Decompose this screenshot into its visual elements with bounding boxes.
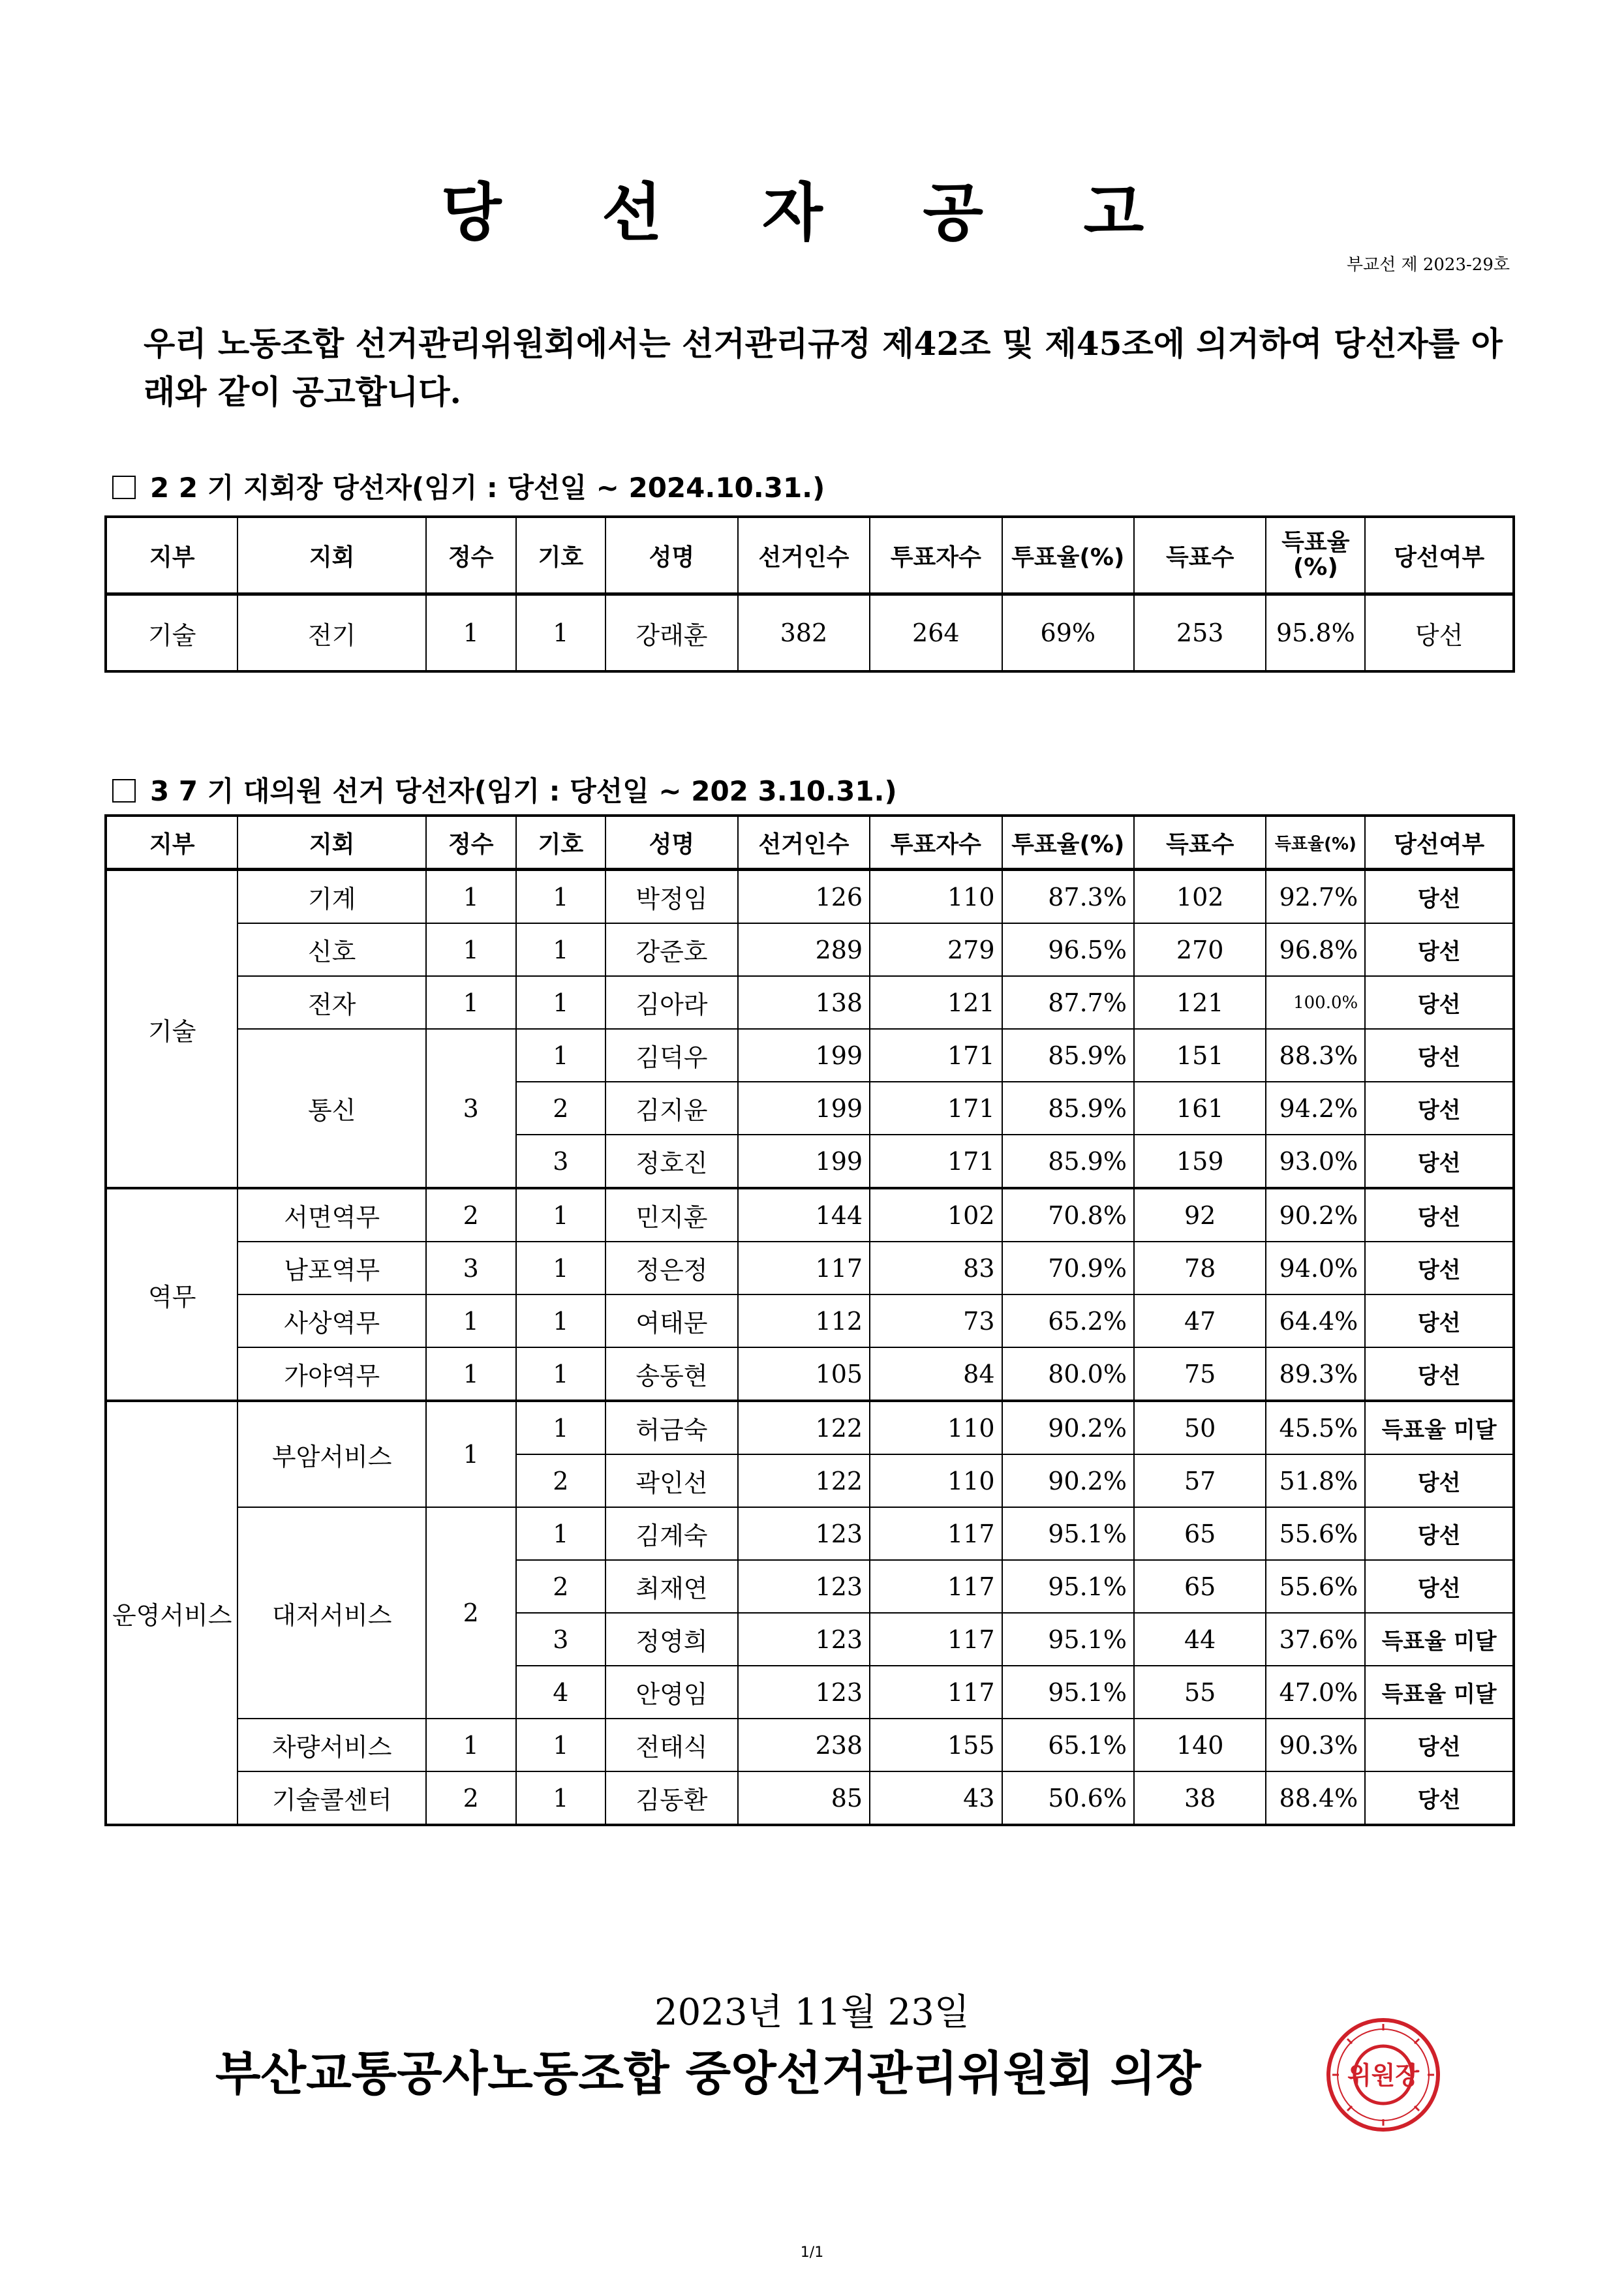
header-vote-share: 득표율(%) — [1266, 816, 1365, 870]
cell-voters: 264 — [870, 594, 1002, 672]
cell-electorate: 123 — [738, 1560, 870, 1613]
cell-name: 곽인선 — [605, 1454, 737, 1507]
official-seal-icon — [1325, 2016, 1442, 2134]
announcement-date: 2023년 11월 23일 — [654, 1991, 970, 2034]
cell-vote-share: 47.0% — [1266, 1666, 1365, 1719]
seal-text: 위원장 — [1347, 2061, 1420, 2090]
cell-vote-share: 96.8% — [1266, 923, 1365, 976]
intro-paragraph: 우리 노동조합 선거관리위원회에서는 선거관리규정 제42조 및 제45조에 의거하여 당선자를 아래와 같이 공고합니다. — [144, 324, 1503, 411]
cell-votes: 38 — [1134, 1771, 1266, 1825]
cell-voters: 110 — [870, 1454, 1002, 1507]
header-voters: 투표자수 — [870, 816, 1002, 870]
cell-name: 김아라 — [605, 976, 737, 1029]
section1-heading-text: 2 2 기 지회장 당선자(임기 : 당선일 ~ 2024.10.31.) — [150, 472, 825, 504]
header-votes: 득표수 — [1134, 517, 1266, 594]
cell-vote-share: 90.2% — [1266, 1188, 1365, 1242]
cell-name: 정은정 — [605, 1242, 737, 1294]
cell-chapter: 통신 — [237, 1029, 425, 1188]
cell-electorate: 138 — [738, 976, 870, 1029]
cell-ballot-no: 1 — [516, 1294, 606, 1347]
cell-vote-share: 88.3% — [1266, 1029, 1365, 1082]
cell-electorate: 199 — [738, 1029, 870, 1082]
cell-electorate: 199 — [738, 1082, 870, 1135]
header-electorate: 선거인수 — [738, 517, 870, 594]
cell-votes: 121 — [1134, 976, 1266, 1029]
cell-quota: 2 — [426, 1507, 516, 1719]
cell-electorate: 85 — [738, 1771, 870, 1825]
section2-heading — [112, 770, 897, 809]
cell-quota: 1 — [426, 1719, 516, 1771]
cell-chapter: 신호 — [237, 923, 425, 976]
cell-voters: 279 — [870, 923, 1002, 976]
cell-ballot-no: 1 — [516, 1029, 606, 1082]
cell-name: 박정임 — [605, 870, 737, 924]
cell-result: 득표율 미달 — [1365, 1401, 1514, 1454]
cell-votes: 57 — [1134, 1454, 1266, 1507]
cell-turnout: 70.8% — [1002, 1188, 1134, 1242]
cell-ballot-no: 1 — [516, 1507, 606, 1560]
cell-vote-share: 55.6% — [1266, 1560, 1365, 1613]
cell-result: 당선 — [1365, 1454, 1514, 1507]
section2-heading-text: 3 7 기 대의원 선거 당선자(임기 : 당선일 ~ 202 3.10.31.) — [150, 775, 897, 807]
cell-name: 최재연 — [605, 1560, 737, 1613]
cell-branch: 기술 — [106, 594, 237, 672]
cell-result: 당선 — [1365, 1771, 1514, 1825]
cell-name: 정영희 — [605, 1613, 737, 1666]
cell-turnout: 87.7% — [1002, 976, 1134, 1029]
cell-voters: 102 — [870, 1188, 1002, 1242]
checkbox-square-icon — [112, 779, 136, 803]
cell-ballot-no: 1 — [516, 1242, 606, 1294]
cell-result: 당선 — [1365, 1719, 1514, 1771]
cell-voters: 117 — [870, 1507, 1002, 1560]
cell-vote-share: 94.0% — [1266, 1242, 1365, 1294]
cell-quota: 1 — [426, 976, 516, 1029]
cell-result: 당선 — [1365, 1082, 1514, 1135]
cell-voters: 171 — [870, 1135, 1002, 1188]
cell-chapter: 전기 — [237, 594, 425, 672]
cell-name: 김계숙 — [605, 1507, 737, 1560]
cell-vote-share: 64.4% — [1266, 1294, 1365, 1347]
header-chapter: 지회 — [237, 517, 425, 594]
cell-electorate: 122 — [738, 1454, 870, 1507]
cell-quota: 1 — [426, 594, 516, 672]
cell-turnout: 85.9% — [1002, 1029, 1134, 1082]
cell-name: 송동현 — [605, 1347, 737, 1401]
cell-vote-share: 100.0% — [1266, 976, 1365, 1029]
header-electorate: 선거인수 — [738, 816, 870, 870]
document-number: 부교선 제 2023-29호 — [1346, 255, 1510, 275]
cell-ballot-no: 1 — [516, 1188, 606, 1242]
table-row — [106, 1029, 1514, 1082]
delegate-table — [104, 814, 1515, 1826]
cell-ballot-no: 1 — [516, 870, 606, 924]
cell-votes: 140 — [1134, 1719, 1266, 1771]
cell-vote-share: 37.6% — [1266, 1613, 1365, 1666]
cell-vote-share: 94.2% — [1266, 1082, 1365, 1135]
cell-turnout: 95.1% — [1002, 1666, 1134, 1719]
cell-result: 당선 — [1365, 1135, 1514, 1188]
cell-name: 전태식 — [605, 1719, 737, 1771]
cell-voters: 83 — [870, 1242, 1002, 1294]
cell-quota: 1 — [426, 870, 516, 924]
cell-result: 당선 — [1365, 976, 1514, 1029]
cell-turnout: 65.1% — [1002, 1719, 1134, 1771]
cell-vote-share: 95.8% — [1266, 594, 1365, 672]
branch-chief-table — [104, 515, 1515, 673]
cell-voters: 171 — [870, 1029, 1002, 1082]
cell-electorate: 144 — [738, 1188, 870, 1242]
cell-turnout: 95.1% — [1002, 1560, 1134, 1613]
header-chapter: 지회 — [237, 816, 425, 870]
cell-votes: 102 — [1134, 870, 1266, 924]
cell-result: 당선 — [1365, 1029, 1514, 1082]
cell-votes: 75 — [1134, 1347, 1266, 1401]
cell-quota: 2 — [426, 1771, 516, 1825]
header-branch: 지부 — [106, 816, 237, 870]
cell-turnout: 90.2% — [1002, 1401, 1134, 1454]
cell-quota: 3 — [426, 1029, 516, 1188]
cell-voters: 117 — [870, 1560, 1002, 1613]
table-row — [106, 1347, 1514, 1401]
page-title: 당 선 자 공 고 — [440, 176, 1184, 249]
cell-votes: 47 — [1134, 1294, 1266, 1347]
cell-name: 강준호 — [605, 923, 737, 976]
cell-turnout: 69% — [1002, 594, 1134, 672]
cell-quota: 2 — [426, 1188, 516, 1242]
cell-name: 허금숙 — [605, 1401, 737, 1454]
header-voters: 투표자수 — [870, 517, 1002, 594]
cell-votes: 161 — [1134, 1082, 1266, 1135]
cell-name: 김지윤 — [605, 1082, 737, 1135]
cell-turnout: 65.2% — [1002, 1294, 1134, 1347]
cell-quota: 1 — [426, 1401, 516, 1507]
cell-name: 강래훈 — [605, 594, 737, 672]
table-row — [106, 1507, 1514, 1560]
cell-turnout: 85.9% — [1002, 1082, 1134, 1135]
table-row — [106, 976, 1514, 1029]
cell-voters: 121 — [870, 976, 1002, 1029]
cell-turnout: 87.3% — [1002, 870, 1134, 924]
header-result: 당선여부 — [1365, 816, 1514, 870]
table-row — [106, 923, 1514, 976]
cell-name: 김동환 — [605, 1771, 737, 1825]
cell-quota: 1 — [426, 1294, 516, 1347]
cell-votes: 78 — [1134, 1242, 1266, 1294]
table-row — [106, 594, 1514, 672]
cell-votes: 65 — [1134, 1560, 1266, 1613]
cell-electorate: 199 — [738, 1135, 870, 1188]
table-row — [106, 1242, 1514, 1294]
cell-chapter: 가야역무 — [237, 1347, 425, 1401]
cell-name: 민지훈 — [605, 1188, 737, 1242]
cell-turnout: 95.1% — [1002, 1507, 1134, 1560]
cell-votes: 151 — [1134, 1029, 1266, 1082]
cell-ballot-no: 1 — [516, 923, 606, 976]
cell-result: 득표율 미달 — [1365, 1613, 1514, 1666]
cell-result: 당선 — [1365, 1507, 1514, 1560]
cell-vote-share: 90.3% — [1266, 1719, 1365, 1771]
cell-electorate: 289 — [738, 923, 870, 976]
cell-ballot-no: 1 — [516, 1771, 606, 1825]
cell-quota: 1 — [426, 923, 516, 976]
header-votes: 득표수 — [1134, 816, 1266, 870]
cell-turnout: 50.6% — [1002, 1771, 1134, 1825]
cell-turnout: 85.9% — [1002, 1135, 1134, 1188]
cell-branch: 기술 — [106, 870, 237, 1189]
cell-votes: 44 — [1134, 1613, 1266, 1666]
cell-branch: 운영서비스 — [106, 1401, 237, 1825]
cell-result: 당선 — [1365, 1242, 1514, 1294]
cell-name: 김덕우 — [605, 1029, 737, 1082]
cell-electorate: 123 — [738, 1666, 870, 1719]
table-row — [106, 1294, 1514, 1347]
cell-voters: 171 — [870, 1082, 1002, 1135]
cell-electorate: 123 — [738, 1613, 870, 1666]
cell-ballot-no: 1 — [516, 1719, 606, 1771]
cell-voters: 110 — [870, 1401, 1002, 1454]
cell-chapter: 부암서비스 — [237, 1401, 425, 1507]
cell-result: 당선 — [1365, 923, 1514, 976]
table-row — [106, 1188, 1514, 1242]
cell-name: 정호진 — [605, 1135, 737, 1188]
cell-chapter: 남포역무 — [237, 1242, 425, 1294]
cell-ballot-no: 2 — [516, 1082, 606, 1135]
cell-ballot-no: 2 — [516, 1560, 606, 1613]
cell-ballot-no: 1 — [516, 976, 606, 1029]
cell-result: 당선 — [1365, 1347, 1514, 1401]
header-ballot-no: 기호 — [516, 517, 606, 594]
cell-chapter: 차량서비스 — [237, 1719, 425, 1771]
cell-chapter: 대저서비스 — [237, 1507, 425, 1719]
table-row — [106, 1401, 1514, 1454]
cell-electorate: 238 — [738, 1719, 870, 1771]
cell-vote-share: 88.4% — [1266, 1771, 1365, 1825]
cell-quota: 3 — [426, 1242, 516, 1294]
cell-vote-share: 55.6% — [1266, 1507, 1365, 1560]
table-row — [106, 1719, 1514, 1771]
cell-voters: 43 — [870, 1771, 1002, 1825]
cell-voters: 84 — [870, 1347, 1002, 1401]
header-quota: 정수 — [426, 517, 516, 594]
header-result: 당선여부 — [1365, 517, 1514, 594]
cell-voters: 117 — [870, 1613, 1002, 1666]
cell-electorate: 112 — [738, 1294, 870, 1347]
cell-turnout: 70.9% — [1002, 1242, 1134, 1294]
header-turnout: 투표율(%) — [1002, 816, 1134, 870]
cell-ballot-no: 1 — [516, 1401, 606, 1454]
cell-turnout: 95.1% — [1002, 1613, 1134, 1666]
cell-voters: 73 — [870, 1294, 1002, 1347]
cell-ballot-no: 2 — [516, 1454, 606, 1507]
cell-ballot-no: 1 — [516, 594, 606, 672]
section1-heading — [112, 467, 825, 506]
cell-result: 당선 — [1365, 1188, 1514, 1242]
cell-chapter: 전자 — [237, 976, 425, 1029]
cell-votes: 50 — [1134, 1401, 1266, 1454]
cell-electorate: 122 — [738, 1401, 870, 1454]
cell-result: 득표율 미달 — [1365, 1666, 1514, 1719]
cell-vote-share: 89.3% — [1266, 1347, 1365, 1401]
cell-votes: 55 — [1134, 1666, 1266, 1719]
header-vote-share: 득표율 (%) — [1266, 517, 1365, 594]
cell-voters: 110 — [870, 870, 1002, 924]
cell-turnout: 80.0% — [1002, 1347, 1134, 1401]
table-row — [106, 1771, 1514, 1825]
cell-branch: 역무 — [106, 1188, 237, 1401]
cell-electorate: 105 — [738, 1347, 870, 1401]
cell-votes: 159 — [1134, 1135, 1266, 1188]
cell-votes: 92 — [1134, 1188, 1266, 1242]
cell-electorate: 117 — [738, 1242, 870, 1294]
cell-vote-share: 45.5% — [1266, 1401, 1365, 1454]
header-turnout: 투표율(%) — [1002, 517, 1134, 594]
cell-quota: 1 — [426, 1347, 516, 1401]
cell-name: 안영임 — [605, 1666, 737, 1719]
cell-electorate: 123 — [738, 1507, 870, 1560]
cell-ballot-no: 3 — [516, 1135, 606, 1188]
header-name: 성명 — [605, 816, 737, 870]
cell-electorate: 126 — [738, 870, 870, 924]
cell-result: 당선 — [1365, 594, 1514, 672]
cell-vote-share: 93.0% — [1266, 1135, 1365, 1188]
cell-votes: 270 — [1134, 923, 1266, 976]
cell-ballot-no: 3 — [516, 1613, 606, 1666]
cell-result: 당선 — [1365, 870, 1514, 924]
cell-chapter: 기술콜센터 — [237, 1771, 425, 1825]
cell-name: 여태문 — [605, 1294, 737, 1347]
cell-votes: 253 — [1134, 594, 1266, 672]
cell-voters: 117 — [870, 1666, 1002, 1719]
table-row — [106, 870, 1514, 924]
header-quota: 정수 — [426, 816, 516, 870]
cell-voters: 155 — [870, 1719, 1002, 1771]
cell-result: 당선 — [1365, 1560, 1514, 1613]
cell-ballot-no: 1 — [516, 1347, 606, 1401]
page-number: 1/1 — [800, 2244, 824, 2261]
cell-electorate: 382 — [738, 594, 870, 672]
header-branch: 지부 — [106, 517, 237, 594]
cell-ballot-no: 4 — [516, 1666, 606, 1719]
cell-vote-share: 92.7% — [1266, 870, 1365, 924]
cell-turnout: 90.2% — [1002, 1454, 1134, 1507]
cell-result: 당선 — [1365, 1294, 1514, 1347]
cell-votes: 65 — [1134, 1507, 1266, 1560]
cell-chapter: 사상역무 — [237, 1294, 425, 1347]
cell-chapter: 서면역무 — [237, 1188, 425, 1242]
cell-chapter: 기계 — [237, 870, 425, 924]
checkbox-square-icon — [112, 476, 136, 499]
signature-line: 부산교통공사노동조합 중앙선거관리위원회 의장 — [215, 2045, 1201, 2101]
header-name: 성명 — [605, 517, 737, 594]
cell-turnout: 96.5% — [1002, 923, 1134, 976]
header-ballot-no: 기호 — [516, 816, 606, 870]
cell-vote-share: 51.8% — [1266, 1454, 1365, 1507]
